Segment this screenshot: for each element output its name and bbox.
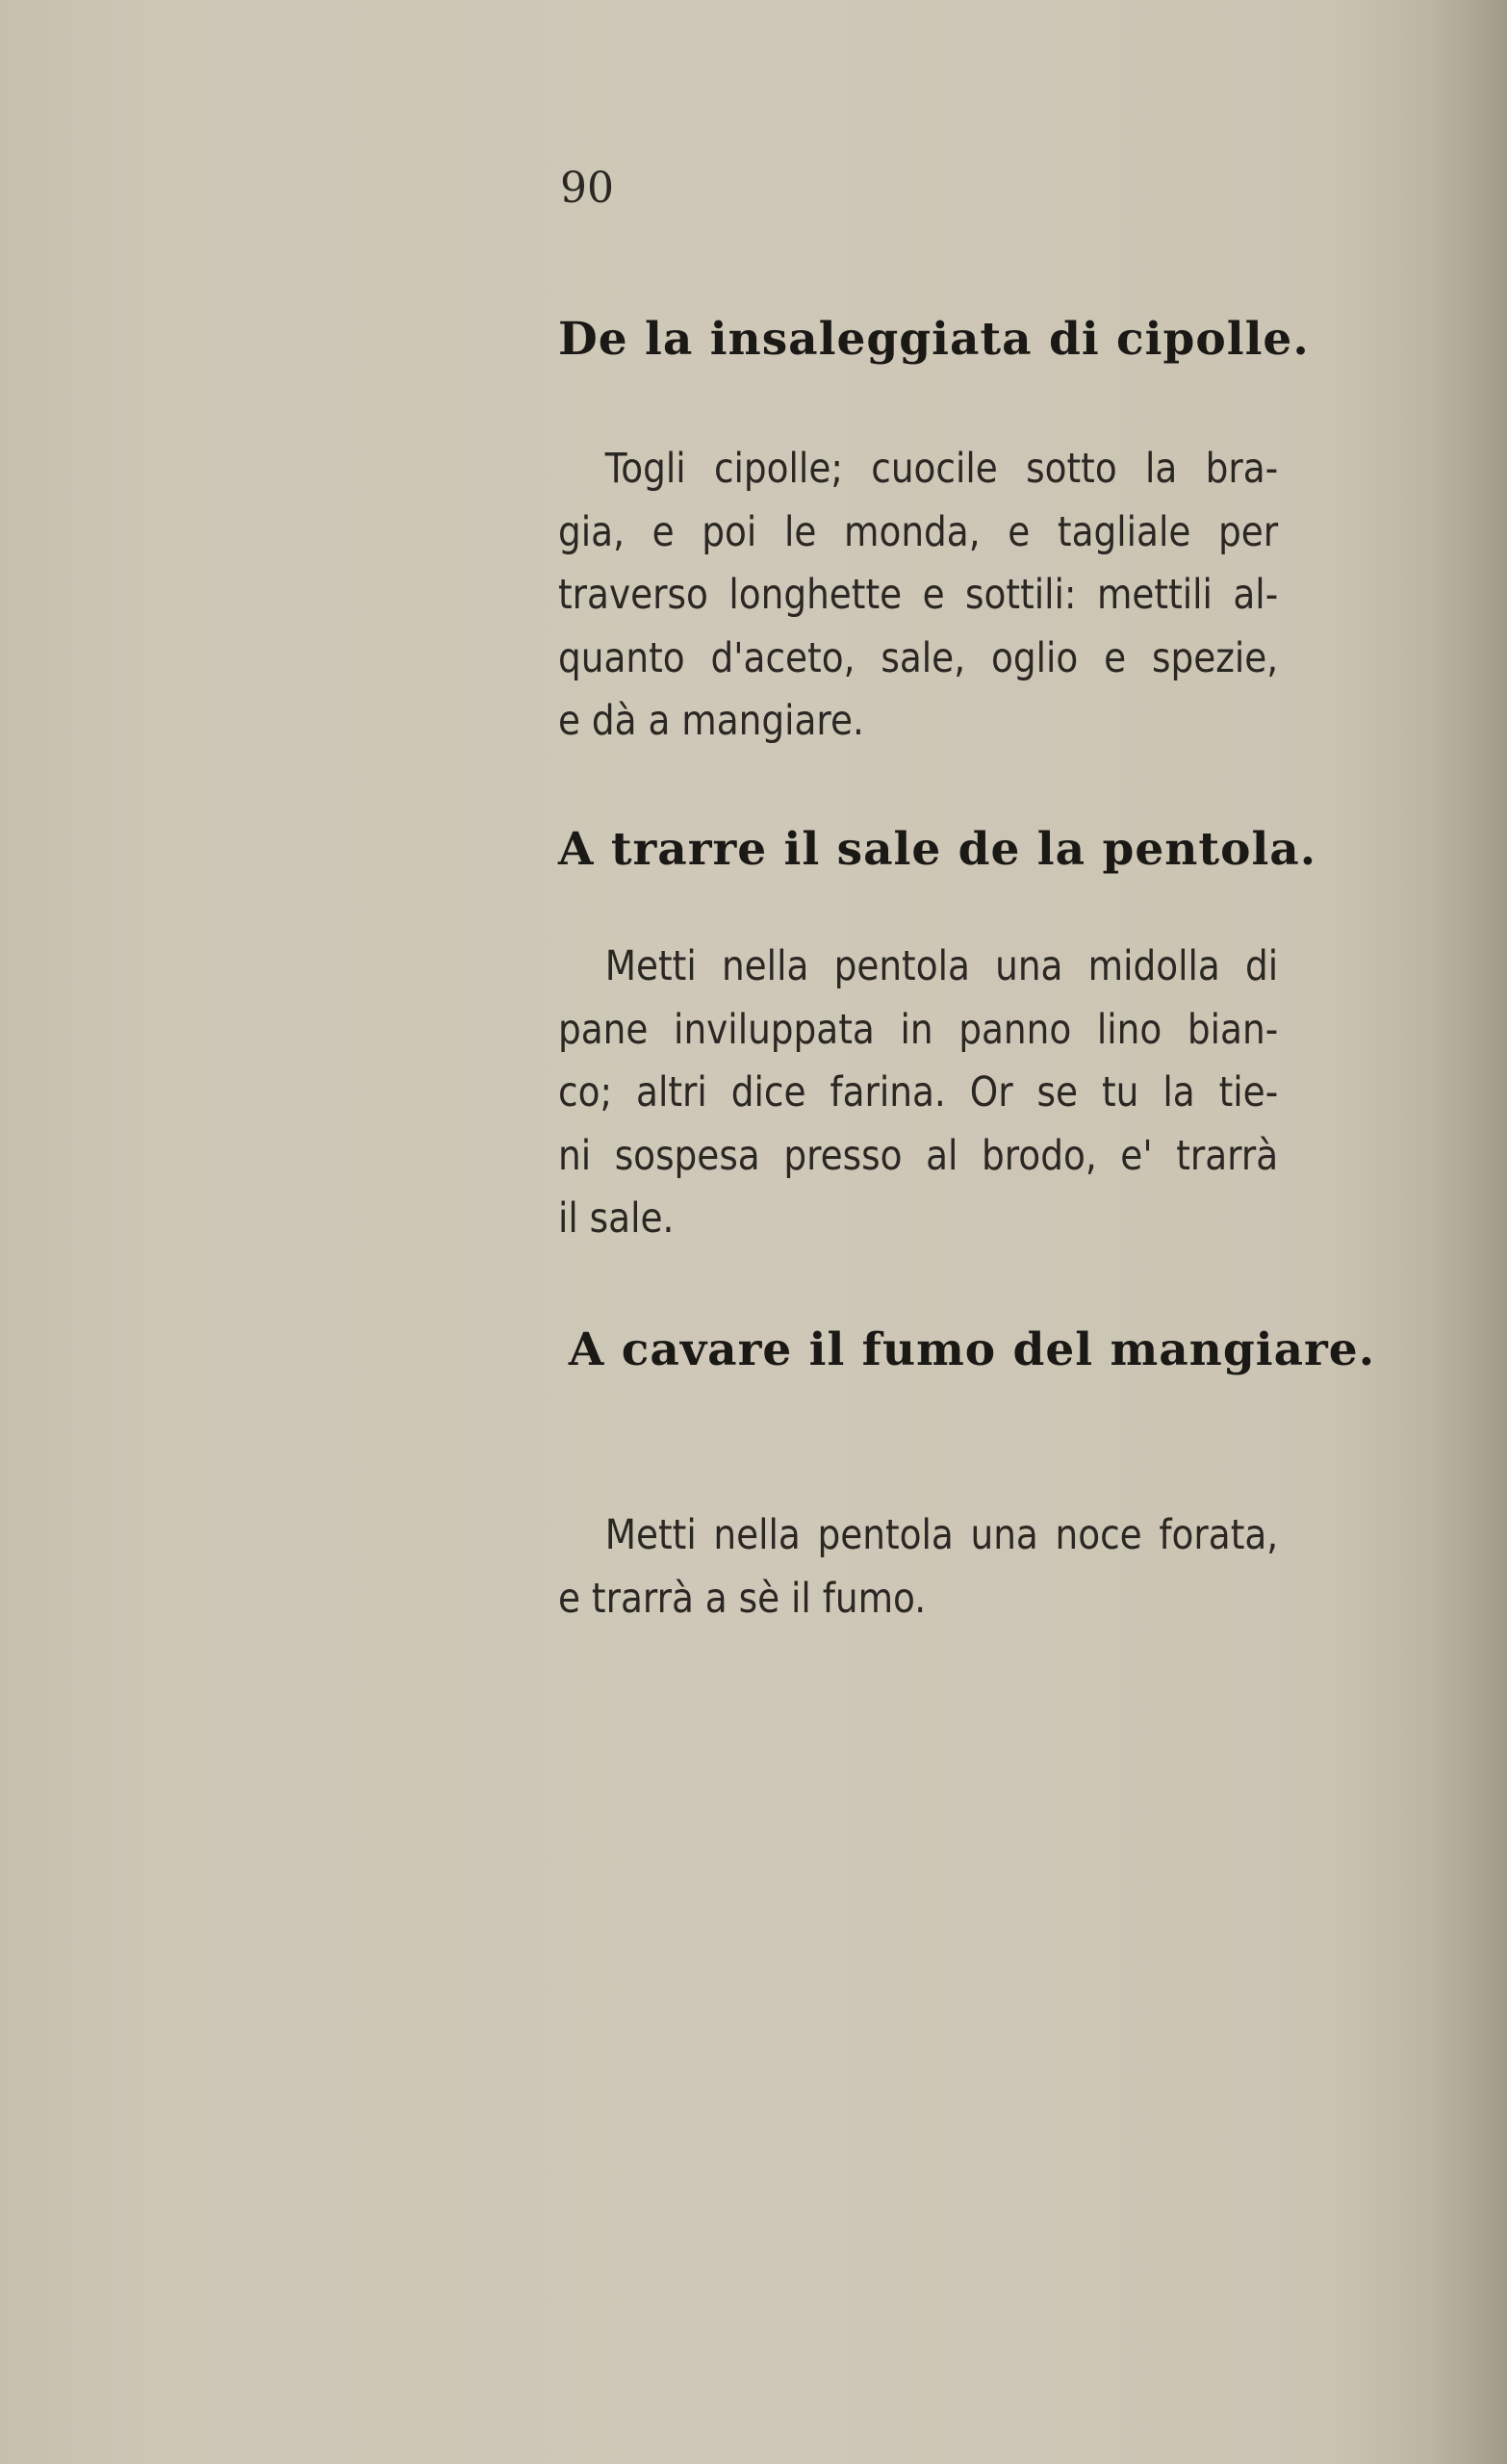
text-line: ni sospesa presso al brodo, e' trarrà <box>558 1131 1279 1180</box>
text-line: traverso longhette e sottili: mettili al- <box>558 571 1279 619</box>
text-line: Metti nella pentola una midolla di <box>604 942 1279 990</box>
section-heading: A cavare il fumo del mangiare. <box>568 1323 1376 1376</box>
text-line: Metti nella pentola una noce forata, <box>604 1511 1279 1559</box>
page-number: 90 <box>560 164 614 213</box>
section-paragraph <box>558 438 1278 754</box>
text-line: e trarrà a sè il fumo. <box>558 1574 927 1623</box>
text-line: Togli cipolle; cuocile sotto la bra- <box>604 445 1279 493</box>
section-paragraph <box>558 1504 1278 1630</box>
text-line: gia, e poi le monda, e tagliale per <box>558 507 1279 556</box>
text-line: pane inviluppata in panno lino bian- <box>558 1005 1279 1054</box>
text-line: il sale. <box>558 1194 675 1243</box>
section-paragraph <box>558 936 1278 1251</box>
text-line: co; altri dice farina. Or se tu la tie- <box>558 1068 1279 1116</box>
section-heading: A trarre il sale de la pentola. <box>558 823 1317 876</box>
text-line: e dà a mangiare. <box>558 697 864 745</box>
text-line: quanto d'aceto, sale, oglio e spezie, <box>558 633 1279 682</box>
section-heading: De la insaleggiata di cipolle. <box>558 313 1310 366</box>
